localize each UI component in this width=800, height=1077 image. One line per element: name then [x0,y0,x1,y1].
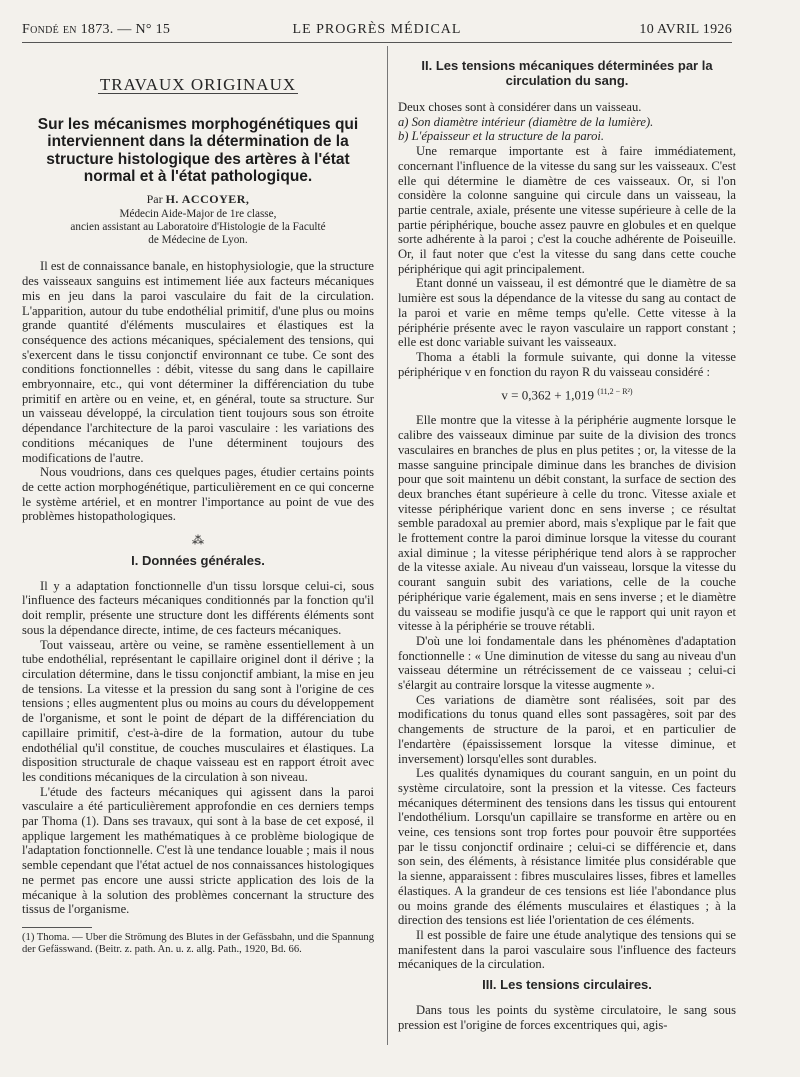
paragraph: Etant donné un vaisseau, il est démontré que le diamètre de sa lumière est sous la dépendance de la vitesse du sang au contact de la paroi et varie en même temps qu'elle. Cette vitesse à la périphérie présente avec le rayon vasculaire un rapport constant ; elle est donc variable suivant les vaisseaux. [398,276,736,350]
paragraph: Il est possible de faire une étude analytique des tensions qui se manifestent dans la paroi vasculaire sous l'influence des facteurs mécaniques de la circulation. [398,928,736,972]
formula: v = 0,362 + 1,019 $^{(11,2 - R^2)}$ [501,387,633,403]
paragraph: Ces variations de diamètre sont réalisées, soit par des modifications du tonus quand elles sont passagères, soit par des changements de structure de la paroi, et en particulier de l'endartère (épaississement lorsque la vitesse diminue, et inversement) lorsqu'elles sont durables. [398,692,736,766]
right-column [398,58,736,1032]
paragraph: Il est de connaissance banale, en histophysiologie, que la structure des vaisseaux sanguins est intimement liée aux facteurs mécaniques mis en jeu dans la paroi vasculaire du fait de la circulation. L'apparition, autour du tube endothélial primitif, d'une plus ou moins grande quantité d'éléments musculaires et élastiques est la conséquence des actions mécaniques, spécialement des tensions, qui s'exercent dans le tissu conjonctif environnant ce tube. Ce sont des conditions fonctionnelles : débit, vitesse du sang dans le capillaire embryonnaire, etc., qui vont déterminer la différenciation du tube primitif en artère ou en veine, et, en général, toute sa structure. Sur un vaisseau développé, la circulation tient toujours sous son étroite dépendance l'architecture de la paroi vasculaire : les variations des conditions mécaniques de l'une déterminent toujours des modifications de l'autre. [22,259,374,465]
paragraph: Nous voudrions, dans ces quelques pages, étudier certains points de cette action morphogénétique, particulièrement en ce qui concerne le système artériel, et en montrer l'importance au point de vue des problèmes histopathologiques. [22,465,374,524]
column-divider [387,46,388,1045]
footnote: (1) Thoma. — Uber die Strömung des Blutes in der Gefässbahn, und die Spannung der Gefässwand. (Beitr. z. path. An. u. z. allg. Path., 1920, Bd. 66. [22,931,374,956]
list-intro: Deux choses sont à considérer dans un vaisseau. [398,100,642,114]
footnote-rule [22,927,92,928]
section-tag: TRAVAUX ORIGINAUX [99,75,297,94]
paragraph: Tout vaisseau, artère ou veine, se ramène essentiellement à un tube endothélial, représentant le capillaire originel dont il dérive ; la circulation détermine, dans le tissu conjonctif ambiant, la mise en jeu de tensions. La vitesse et la pression du sang sont à l'origine de ces tensions ; elles augmentent plus ou moins au cours du développement de l'organisme, et sont le point de départ de la différenciation du capillaire primitif, c'est-à-dire de la formation, autour du tube endothélial qu'il constitue, de couches musculaires et élastiques. La disposition structurale de chaque vaisseau est en rapport étroit avec les conditions mécaniques de la circulation à son niveau. [22,637,374,784]
header-date: 10 AVRIL 1926 [639,22,732,37]
running-header [22,20,732,43]
list-item: a) Son diamètre intérieur (diamètre de la lumière). [398,114,654,129]
paragraph: Elle montre que la vitesse à la périphérie augmente lorsque le calibre des vaisseaux diminue par suite de la division des troncs vasculaires en branches de plus en plus petites ; or, la vitesse de la masse sanguine principale diminue dans les branches de division pour que soit maintenu un débit constant, la surface de section des deux branches étant supérieure à celle du tronc. Vitesse axiale et vitesse périphérique varient donc en sens inverse ; ce résultat semble paradoxal au premier abord, mais s'explique par le fait que le frottement contre la paroi diminue lorsque la vitesse du courant axial diminue ; la vitesse périphérique tend alors à se rapprocher de la vitesse axiale. Au niveau d'un vaisseau, lorsque la vitesse du courant sanguin subit des variations, celle de la couche périphérique varie également, mais en sens inverse ; et le diamètre du vaisseau se modifie jusqu'à ce que le rapport qui unit rayon et vitesse à la périphérie se trouve rétabli. [398,413,736,634]
header-founding: Fondé en 1873. — N° 15 [22,22,171,37]
paragraph: L'étude des facteurs mécaniques qui agissent dans la paroi vasculaire a été particulièrement approfondie en ces derniers temps par Thoma (1). Dans ses travaux, qui sont à la base de cet exposé, il applique largement les mathématiques à ce problème biologique de l'adaptation fonctionnelle. C'est là une tendance louable ; mais il nous semble cependant que l'état actuel de nos connaissances histologiques ne permet pas encore une aussi stricte application des lois de la mécanique à la solution des problèmes concernant la structure des tissus de l'organisme. [22,784,374,917]
section-heading: III. Les tensions circulaires. [482,977,652,993]
paragraph: Une remarque importante est à faire immédiatement, concernant l'influence de la vitesse du sang sur les vaisseaux. C'est elle qui détermine le diamètre de ces vaisseaux. Or, si l'on considère la colonne sanguine qui circule dans un vaisseau, la partie centrale, axiale, présente une vitesse supérieure à celle de la partie périphérique, bouche assez pauvre en globules et en quelque sorte adhérente à la paroi ; c'est la couche adhérente de Poiseuille. Or, il faut noter que c'est la vitesse du sang dans cette couche périphérique qui agit principalement. [398,144,736,276]
paragraph: Il y a adaptation fonctionnelle d'un tissu lorsque celui-ci, sous l'influence des facteurs mécaniques conditionnés par la fonction qu'il doit remplir, présente une structure dont les différents éléments sont sous la dépendance directe, intime, de ces facteurs mécaniques. [22,578,374,637]
article-title: Sur les mécanismes morphogénétiques qui interviennent dans la détermination de la structure histologique des artères à l'état normal et à l'état pathologique. [37,115,359,186]
asterism: ⁂ [192,533,204,548]
paragraph: Thoma a établi la formule suivante, qui donne la vitesse périphérique v en fonction du rayon R du vaisseau considéré : [398,349,736,379]
paragraph: D'où une loi fondamentale dans les phénomènes d'adaptation fonctionnelle : « Une diminution de vitesse du sang au niveau d'un vaisseau détermine un rétrécissement de ce vaisseau ; celui-ci s'élargit au contraire lorsque la vitesse augmente ». [398,633,736,693]
formula-exponent: (11,2 − R²) [597,387,633,397]
section-heading: II. Les tensions mécaniques déterminées par la circulation du sang. [421,58,713,88]
author-name: H. ACCOYER, [165,191,250,206]
paragraph: Dans tous les points du système circulatoire, le sang sous pression est l'origine de forces excentriques qui, agis- [398,1002,736,1032]
list-item: b) L'épaisseur et la structure de la paroi. [398,129,605,144]
paragraph: Les qualités dynamiques du courant sanguin, en un point du système circulatoire, sont la pression et la vitesse. Ces facteurs mécaniques déterminent des tensions dans les tissus qui entourent l'endothélium. Lorsqu'un capillaire se transforme en artère ou en veine, ces tensions sont trop fortes pour pouvoir être supportées par le tissu conjonctif ordinaire ; celui-ci se différencie et, dans son sein, des éléments, à résistance limitée plus considérable que la sienne, apparaissent : fibres musculaires lisses, fibres et lamelles élastiques. A la grandeur de ces tensions est liée l'abondance plus ou moins grande des éléments musculaires et élastiques ; à la direction des tensions est liée l'orientation de ces éléments. [398,766,736,928]
section-heading: I. Données générales. [131,553,265,569]
left-column [22,58,374,957]
affiliation: Médecin Aide-Major de 1re classe, ancien assistant au Laboratoire d'Histologie de la Faculté de Médecine de Lyon. [70,208,326,247]
journal-title: LE PROGRÈS MÉDICAL [292,22,462,37]
consideration-list [398,100,736,144]
byline: Par H. ACCOYER, [146,191,250,206]
